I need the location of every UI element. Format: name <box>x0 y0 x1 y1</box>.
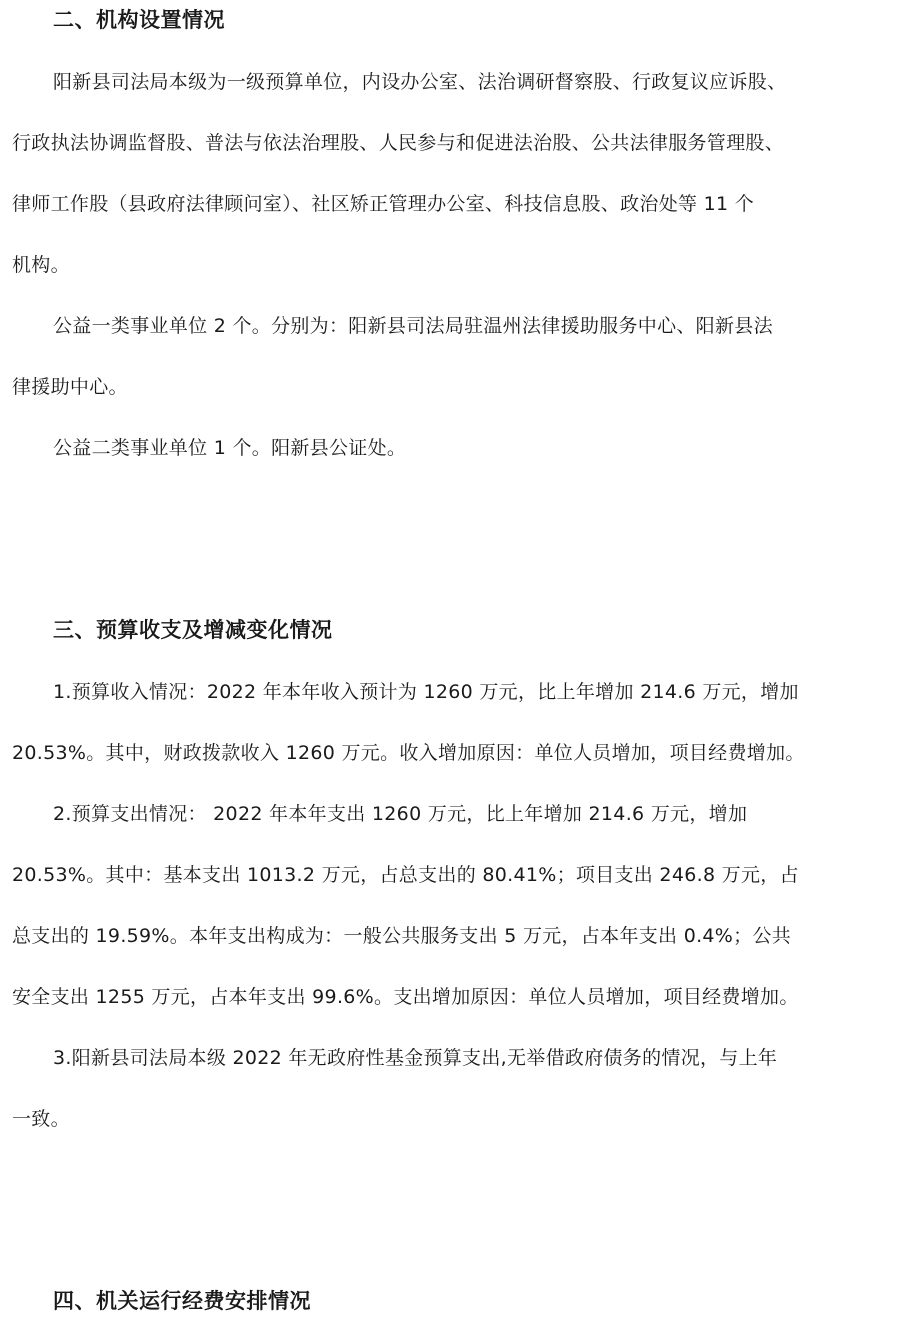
paragraph-line: 2.预算支出情况： 2022 年本年支出 1260 万元，比上年增加 214.6 万元，增加 <box>53 803 748 825</box>
paragraph-line: 20.53%。其中，财政拨款收入 1260 万元。收入增加原因：单位人员增加，项目经费增加。 <box>12 742 805 764</box>
paragraph-line: 公益二类事业单位 1 个。阳新县公证处。 <box>53 437 407 459</box>
paragraph-line: 1.预算收入情况：2022 年本年收入预计为 1260 万元，比上年增加 214.6 万元，增加 <box>53 681 799 703</box>
paragraph-line: 公益一类事业单位 2 个。分别为：阳新县司法局驻温州法律援助服务中心、阳新县法 <box>53 315 773 337</box>
paragraph-line: 行政执法协调监督股、普法与依法治理股、人民参与和促进法治股、公共法律服务管理股、 <box>12 132 785 154</box>
section-heading-operating-costs: 四、机关运行经费安排情况 <box>53 1289 311 1313</box>
paragraph-line: 阳新县司法局本级为一级预算单位，内设办公室、法治调研督察股、行政复议应诉股、 <box>53 71 787 93</box>
paragraph-line: 总支出的 19.59%。本年支出构成为：一般公共服务支出 5 万元，占本年支出 0.4%；公共 <box>12 925 792 947</box>
paragraph-line: 一致。 <box>12 1108 70 1130</box>
section-heading-budget: 三、预算收支及增减变化情况 <box>53 618 333 642</box>
paragraph-line: 机构。 <box>12 254 70 276</box>
paragraph-line: 20.53%。其中：基本支出 1013.2 万元，占总支出的 80.41%；项目支出 246.8 万元，占 <box>12 864 799 886</box>
paragraph-line: 律援助中心。 <box>12 376 128 398</box>
paragraph-line: 3.阳新县司法局本级 2022 年无政府性基金预算支出,无举借政府债务的情况，与上年 <box>53 1047 778 1069</box>
paragraph-line: 律师工作股（县政府法律顾问室）、社区矫正管理办公室、科技信息股、政治处等 11 个 <box>12 193 755 215</box>
paragraph-line: 安全支出 1255 万元，占本年支出 99.6%。支出增加原因：单位人员增加，项目经费增加。 <box>12 986 799 1008</box>
section-heading-org-setup: 二、机构设置情况 <box>53 8 225 32</box>
